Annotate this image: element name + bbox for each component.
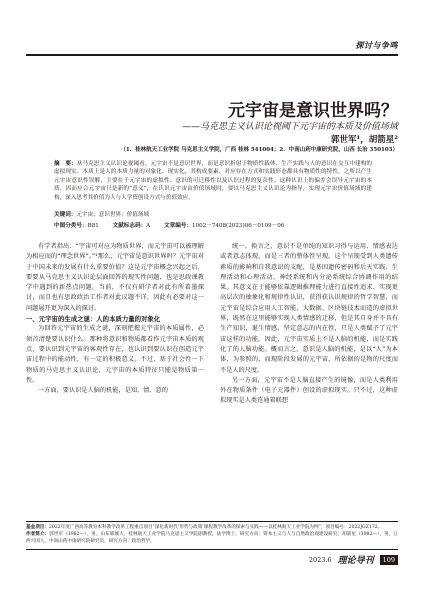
footer-rule [26, 549, 398, 550]
fund-text: 2022年度广西高等教育本科教学改革工程重点项目“深化新时代‘形势与政策’课程教学改革的探索与实践——以桂林航天工业学院为例”，项目编号：2022JGZ172。 [48, 525, 383, 530]
author-note [26, 531, 398, 545]
keywords [54, 210, 372, 218]
article-subtitle: ——马克思主义认识论视阈下元宇宙的本质及价值场域 [181, 122, 398, 132]
author-affiliations: （1．桂林航天工业学院 马克思主义学院，广西 桂林 541004；2．中南山药中康研究院，山西 长治 350103） [120, 147, 398, 153]
page-footer [309, 553, 398, 566]
clc-value: B81 [87, 223, 99, 229]
footnote-rule [26, 521, 398, 522]
paragraph: 为回答元宇宙的生成之谜，深刻把握元宇宙的本质属性，必须首清楚要认识什么。那种将意识和物质都看作元宇宙本质的观点，要认识到元宇宙的客观性存在，也认识到要认识在创造元宇宙过程中的能动性，有一定的积极意义。不过，基于社会性一下物质的马克思主义认识论，元宇宙的本质特征只能是物质第一性。 [26, 325, 204, 384]
keywords-label: 关键词： [54, 212, 77, 218]
classification-line [54, 221, 372, 229]
clc-label: 中图分类号： [54, 223, 88, 229]
fund-label: 基金项目： [26, 525, 49, 530]
section-heading: 一、元宇宙的生成之谜：人的本质力量的对象化 [26, 315, 161, 324]
author-note-text: 郭世军（1982—），男，山东郓城人，桂林航天工业学院马克思主义学院副教授，法学博士，研究方向：资本主义与人与自然政治观建设研究；胡箭星（1982—），男，江西兴国人，中南山药中康研究院研究员，研究方向：政治哲学。 [26, 532, 398, 545]
paragraph: 有学者指出：“宇宙可对应为物质世界，而元宇宙可以被理解为相应而的“理念世界”。”¹那么，元宇宙是意识世界吗？元宇宙对于中国未来的发展有什么重要价值？这是元宇宙概念兴起之后，要要从马克思主义认识论层面回答的现实性问题，也是思政课教学中遇到的新热点问题。当前，不仅有研学者对此有所着墨探讨，而且也有思政政治工作者对此议题不详，因此有必要对这一问题展开更为深入的探讨。 [26, 243, 204, 312]
author-note-label: 作者简介： [26, 532, 50, 538]
issue-number: 2023.6 [308, 555, 332, 564]
body-left-column [26, 242, 204, 396]
article-title: 元宇宙是意识世界吗？ [228, 101, 398, 121]
paragraph: 另一方面，元宇宙不是人脑直接产生的镜像，而是人类利用外在物质条件（电子元器件）创设的虚拟现实。只不过，这种虚拟现实是人类连通着联想 [220, 376, 398, 405]
header-rule [26, 54, 398, 56]
journal-name: 理论导刊 [337, 556, 374, 566]
abstract-text: 从马克思主义认识论视阈看，元宇宙不是意识世界，而是意识折射于物质性载体、生产实践与人的意识在交互中建构的虚拟现实。本质上是人的本质力量的对象化、现实化，其构成要素、对应存在方式和实践形态都具有物质性的特性，之所以产生元宇宙意识性误解，主要在于元宇宙的虚拟性、意识的可迁移性以及认识过程的复杂性。这种认识上的偏差会误导元宇宙的本质。因而应合元宇宙只是新的“意义”，在认识元宇宙由价值场域时，要以马克思主义认识论为指导，实现元宇宙价值场域的建构，深入思考其价值为人与人学资创设方式与价值效应。 [54, 161, 372, 201]
column-label: 探讨与争鸣 [355, 40, 398, 50]
page-number: 109 [380, 555, 398, 565]
article-id-value: 1002－7408(2023)06－0109－06 [191, 223, 285, 229]
doc-label: 文献标志码： [112, 223, 147, 229]
article-authors: 郭世军¹，胡箭星² [331, 135, 398, 145]
abstract [54, 160, 372, 202]
footnote [26, 524, 398, 546]
body-right-column [220, 242, 398, 407]
paragraph: 统一。换言之，意识不是单纯的知识习得与运用、情感表达或者意志体现，而是三者的整体性呈现。这个呈现受到人类遗传素质的影响和自我意识的支配，是基因遗传密码和后天实践、生理活动和心理活动、神经系统和内分泌系统综合协调作用的结果。其意义在于能够依靠逻辑推理能力进行直接性追求、实现更高层次的抽象化和规律性认识，获得获认识规律的哲学智慧，而元宇宙是综合应用人工智能、大数据、区块链技术而造的虚拟世界，既然在这里能够实现人类情感的迁移，但是其自身并不具有生产知识、诞生情感、坚定意志的内在性，只是人类赋予了元宇宙这样的功能。因此，元宇宙实质上不是人脑的机能，而是实践化了的人脑功能。概而言之，意识是人脑的机能，是以“人”为本体，为参照的，而现阶段发展的元宇宙，所依据的是物的尺度而不是人的尺度。 [220, 243, 398, 374]
article-id-label: 文章编号： [164, 223, 192, 229]
paragraph: 一方面，要认识是人脑的机能，是知、情、意的 [38, 387, 168, 395]
keywords-text: 元宇宙；意识世界；价值场域 [76, 212, 150, 218]
abstract-label: 摘 要： [54, 161, 77, 167]
fund-note [26, 524, 398, 531]
doc-value: A [146, 223, 151, 229]
